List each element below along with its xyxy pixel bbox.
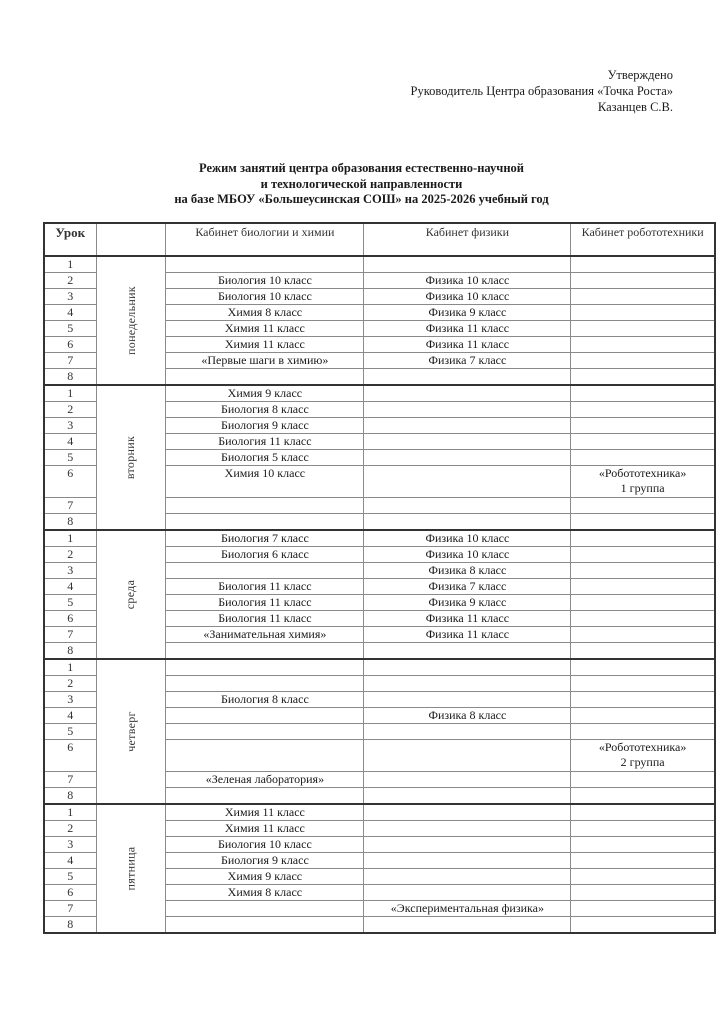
physics-cell xyxy=(364,885,571,901)
robotics-cell xyxy=(571,853,715,869)
lesson-number: 5 xyxy=(44,869,96,885)
bio-chem-cell xyxy=(166,256,364,273)
header-day xyxy=(96,223,166,256)
bio-chem-cell: Биология 8 класс xyxy=(166,692,364,708)
robotics-cell xyxy=(571,917,715,934)
robotics-cell xyxy=(571,692,715,708)
lesson-number: 6 xyxy=(44,611,96,627)
robotics-cell xyxy=(571,869,715,885)
robotics-cell xyxy=(571,837,715,853)
robotics-cell xyxy=(571,885,715,901)
bio-chem-cell: Биология 10 класс xyxy=(166,837,364,853)
lesson-number: 5 xyxy=(44,450,96,466)
bio-chem-cell xyxy=(166,498,364,514)
physics-cell xyxy=(364,869,571,885)
lesson-number: 5 xyxy=(44,595,96,611)
bio-chem-cell: Биология 8 класс xyxy=(166,402,364,418)
robotics-class: «Робототехника» xyxy=(598,740,687,754)
robotics-cell xyxy=(571,337,715,353)
lesson-number: 2 xyxy=(44,676,96,692)
bio-chem-cell xyxy=(166,901,364,917)
physics-cell xyxy=(364,659,571,676)
physics-cell: Физика 10 класс xyxy=(364,547,571,563)
physics-cell xyxy=(364,385,571,402)
day-cell xyxy=(96,256,166,385)
document-title xyxy=(0,161,723,208)
approval-status: Утверждено xyxy=(607,68,673,82)
robotics-cell xyxy=(571,321,715,337)
physics-cell xyxy=(364,256,571,273)
physics-cell xyxy=(364,434,571,450)
physics-cell xyxy=(364,837,571,853)
robotics-cell xyxy=(571,563,715,579)
lesson-number: 1 xyxy=(44,804,96,821)
lesson-number: 3 xyxy=(44,692,96,708)
lesson-number: 4 xyxy=(44,853,96,869)
robotics-cell xyxy=(571,434,715,450)
bio-chem-cell xyxy=(166,369,364,386)
lesson-number: 5 xyxy=(44,724,96,740)
lesson-number: 3 xyxy=(44,563,96,579)
robotics-cell xyxy=(571,643,715,660)
robotics-cell xyxy=(571,821,715,837)
physics-cell xyxy=(364,402,571,418)
physics-cell: Физика 9 класс xyxy=(364,595,571,611)
bio-chem-cell xyxy=(166,659,364,676)
robotics-group: 1 группа xyxy=(620,481,665,495)
lesson-number: 8 xyxy=(44,917,96,934)
title-line-3: на базе МБОУ «Большеусинская СОШ» на 2025-2026 учебный год xyxy=(174,192,549,206)
header-robotics: Кабинет робототехники xyxy=(571,223,715,256)
day-name: пятница xyxy=(123,846,138,891)
bio-chem-cell: «Занимательная химия» xyxy=(166,627,364,643)
physics-cell xyxy=(364,917,571,934)
physics-cell: Физика 7 класс xyxy=(364,579,571,595)
robotics-cell xyxy=(571,530,715,547)
robotics-cell xyxy=(571,369,715,386)
robotics-class: «Робототехника» xyxy=(598,466,687,480)
robotics-cell xyxy=(571,804,715,821)
lesson-number: 1 xyxy=(44,659,96,676)
physics-cell xyxy=(364,692,571,708)
bio-chem-cell: Биология 5 класс xyxy=(166,450,364,466)
bio-chem-cell: «Зеленая лаборатория» xyxy=(166,772,364,788)
bio-chem-cell xyxy=(166,643,364,660)
physics-cell: Физика 10 класс xyxy=(364,289,571,305)
bio-chem-cell: Химия 9 класс xyxy=(166,385,364,402)
lesson-number: 6 xyxy=(44,337,96,353)
table-row xyxy=(44,385,715,402)
bio-chem-cell xyxy=(166,563,364,579)
physics-cell xyxy=(364,450,571,466)
lesson-number: 1 xyxy=(44,530,96,547)
bio-chem-cell: Химия 11 класс xyxy=(166,804,364,821)
table-row xyxy=(44,530,715,547)
lesson-number: 7 xyxy=(44,772,96,788)
bio-chem-cell: Биология 6 класс xyxy=(166,547,364,563)
robotics-cell xyxy=(571,676,715,692)
lesson-number: 4 xyxy=(44,305,96,321)
physics-cell xyxy=(364,804,571,821)
schedule-body xyxy=(44,256,715,933)
lesson-number: 6 xyxy=(44,885,96,901)
bio-chem-cell: Химия 8 класс xyxy=(166,885,364,901)
lesson-number: 2 xyxy=(44,547,96,563)
bio-chem-cell: Биология 11 класс xyxy=(166,595,364,611)
lesson-number: 7 xyxy=(44,353,96,369)
approval-block xyxy=(411,67,673,115)
robotics-cell xyxy=(571,273,715,289)
lesson-number: 6 xyxy=(44,740,96,772)
title-line-2: и технологической направленности xyxy=(260,176,463,191)
bio-chem-cell xyxy=(166,514,364,531)
robotics-cell xyxy=(571,289,715,305)
bio-chem-cell xyxy=(166,708,364,724)
lesson-number: 4 xyxy=(44,579,96,595)
lesson-number: 3 xyxy=(44,289,96,305)
approval-name: Казанцев С.В. xyxy=(597,100,673,114)
robotics-cell xyxy=(571,402,715,418)
robotics-cell xyxy=(571,418,715,434)
bio-chem-cell: Биология 10 класс xyxy=(166,289,364,305)
table-row xyxy=(44,659,715,676)
lesson-number: 1 xyxy=(44,256,96,273)
lesson-number: 3 xyxy=(44,837,96,853)
robotics-cell xyxy=(571,353,715,369)
robotics-cell xyxy=(571,611,715,627)
robotics-cell xyxy=(571,708,715,724)
day-cell xyxy=(96,659,166,804)
day-name: понедельник xyxy=(123,286,138,355)
bio-chem-cell: Химия 9 класс xyxy=(166,869,364,885)
lesson-number: 5 xyxy=(44,321,96,337)
lesson-number: 2 xyxy=(44,821,96,837)
bio-chem-cell: Химия 11 класс xyxy=(166,337,364,353)
physics-cell: Физика 11 класс xyxy=(364,337,571,353)
bio-chem-cell: Биология 11 класс xyxy=(166,434,364,450)
day-cell xyxy=(96,530,166,659)
lesson-number: 8 xyxy=(44,788,96,805)
robotics-cell xyxy=(571,466,715,498)
day-name: среда xyxy=(123,579,138,610)
robotics-cell xyxy=(571,514,715,531)
physics-cell xyxy=(364,369,571,386)
bio-chem-cell: Химия 11 класс xyxy=(166,821,364,837)
physics-cell xyxy=(364,788,571,805)
lesson-number: 1 xyxy=(44,385,96,402)
bio-chem-cell xyxy=(166,917,364,934)
robotics-cell xyxy=(571,772,715,788)
bio-chem-cell: Биология 10 класс xyxy=(166,273,364,289)
lesson-number: 7 xyxy=(44,627,96,643)
physics-cell xyxy=(364,740,571,772)
robotics-cell xyxy=(571,788,715,805)
lesson-number: 8 xyxy=(44,514,96,531)
physics-cell xyxy=(364,724,571,740)
bio-chem-cell xyxy=(166,740,364,772)
robotics-cell xyxy=(571,256,715,273)
bio-chem-cell xyxy=(166,724,364,740)
bio-chem-cell: Биология 7 класс xyxy=(166,530,364,547)
lesson-number: 7 xyxy=(44,901,96,917)
physics-cell: Физика 9 класс xyxy=(364,305,571,321)
header-row xyxy=(44,223,715,256)
bio-chem-cell: Биология 9 класс xyxy=(166,853,364,869)
bio-chem-cell: Химия 10 класс xyxy=(166,466,364,498)
bio-chem-cell: «Первые шаги в химию» xyxy=(166,353,364,369)
header-lesson: Урок xyxy=(44,223,96,256)
table-row xyxy=(44,804,715,821)
lesson-number: 4 xyxy=(44,708,96,724)
physics-cell xyxy=(364,676,571,692)
physics-cell xyxy=(364,498,571,514)
day-cell xyxy=(96,385,166,530)
robotics-cell xyxy=(571,740,715,772)
lesson-number: 6 xyxy=(44,466,96,498)
physics-cell xyxy=(364,643,571,660)
physics-cell xyxy=(364,772,571,788)
lesson-number: 2 xyxy=(44,402,96,418)
physics-cell xyxy=(364,853,571,869)
robotics-cell xyxy=(571,595,715,611)
bio-chem-cell: Биология 9 класс xyxy=(166,418,364,434)
header-physics: Кабинет физики xyxy=(364,223,571,256)
robotics-cell xyxy=(571,547,715,563)
bio-chem-cell: Биология 11 класс xyxy=(166,579,364,595)
physics-cell xyxy=(364,418,571,434)
approval-position: Руководитель Центра образования «Точка Роста» xyxy=(410,84,673,98)
physics-cell xyxy=(364,514,571,531)
physics-cell: Физика 8 класс xyxy=(364,563,571,579)
title-line-1: Режим занятий центра образования естественно-научной xyxy=(199,161,524,175)
robotics-cell xyxy=(571,579,715,595)
physics-cell xyxy=(364,821,571,837)
lesson-number: 3 xyxy=(44,418,96,434)
table-row xyxy=(44,256,715,273)
robotics-group: 2 группа xyxy=(620,755,665,769)
lesson-number: 2 xyxy=(44,273,96,289)
robotics-cell xyxy=(571,305,715,321)
robotics-cell xyxy=(571,627,715,643)
day-name: четверг xyxy=(123,711,138,752)
physics-cell: «Экспериментальная физика» xyxy=(364,901,571,917)
physics-cell: Физика 8 класс xyxy=(364,708,571,724)
schedule-table xyxy=(43,222,716,934)
bio-chem-cell: Биология 11 класс xyxy=(166,611,364,627)
physics-cell: Физика 10 класс xyxy=(364,273,571,289)
physics-cell: Физика 11 класс xyxy=(364,627,571,643)
physics-cell: Физика 11 класс xyxy=(364,321,571,337)
robotics-cell xyxy=(571,498,715,514)
physics-cell: Физика 10 класс xyxy=(364,530,571,547)
day-name: вторник xyxy=(123,435,138,480)
lesson-number: 8 xyxy=(44,643,96,660)
day-cell xyxy=(96,804,166,933)
physics-cell: Физика 7 класс xyxy=(364,353,571,369)
physics-cell: Физика 11 класс xyxy=(364,611,571,627)
lesson-number: 8 xyxy=(44,369,96,386)
robotics-cell xyxy=(571,450,715,466)
robotics-cell xyxy=(571,724,715,740)
robotics-cell xyxy=(571,901,715,917)
header-bio-chem: Кабинет биологии и химии xyxy=(166,223,364,256)
lesson-number: 4 xyxy=(44,434,96,450)
bio-chem-cell: Химия 11 класс xyxy=(166,321,364,337)
bio-chem-cell xyxy=(166,676,364,692)
lesson-number: 7 xyxy=(44,498,96,514)
bio-chem-cell xyxy=(166,788,364,805)
robotics-cell xyxy=(571,659,715,676)
bio-chem-cell: Химия 8 класс xyxy=(166,305,364,321)
physics-cell xyxy=(364,466,571,498)
robotics-cell xyxy=(571,385,715,402)
